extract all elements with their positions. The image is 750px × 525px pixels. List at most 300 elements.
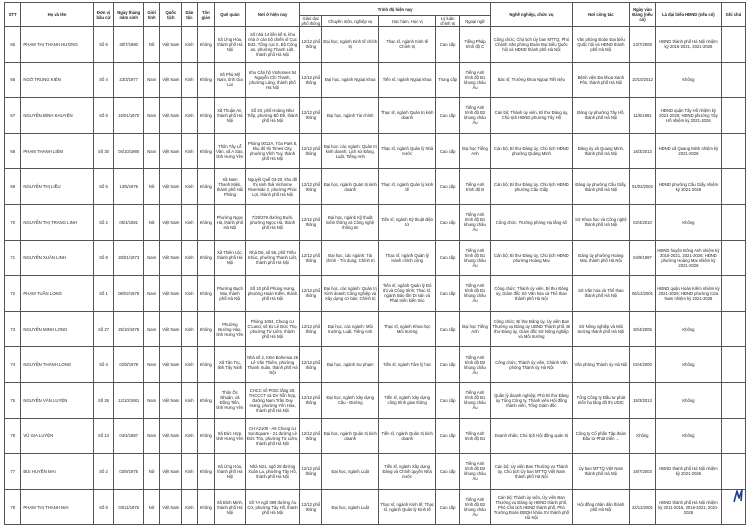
cell-name: VŨ GIA LUYỆN	[21, 418, 93, 454]
cell-edu-major: Đại học, ngành Quản trị kinh doanh	[322, 418, 379, 454]
cell-edu-general: 12/12 phổ thông	[300, 133, 322, 169]
cell-edu-major: Đại học, ngành Luật	[322, 489, 379, 525]
cell-ethnicity: Kinh	[182, 489, 197, 525]
cell-nationality: Việt Nam	[160, 454, 182, 490]
header-edu-major: Chuyên môn, nghiệp vụ	[322, 16, 379, 27]
table-row	[5, 382, 746, 418]
cell-unit: Số 1	[93, 276, 114, 312]
table-row	[5, 240, 746, 276]
cell-edu-politics: Cao cấp	[436, 98, 460, 134]
cell-stt: 72	[5, 276, 21, 312]
cell-edu-politics: Cao cấp	[436, 454, 460, 490]
cell-note	[721, 454, 745, 490]
cell-edu-language: Đại học Tiếng Anh	[460, 133, 491, 169]
cell-dob: 04/4/1987	[114, 418, 144, 454]
cell-hometown: Xã Phù Mỹ Nam, tỉnh Gia Lai	[215, 62, 246, 98]
header-hometown: Quê quán	[215, 3, 246, 27]
header-delegate: Là đại biểu HĐND (nếu có)	[656, 3, 722, 27]
cell-edu-general: 12/12 phổ thông	[300, 418, 322, 454]
cell-party-date: 30/4/2005	[629, 311, 655, 347]
cell-residence: CHCC số P02C tầng 29, THCCCT và DV hỗn hợp, đường Nam Trần Duy Hưng, phường Yên Hòa, thành phố Hà Nội	[245, 382, 300, 418]
header-unit: Đơn vị bầu cử	[93, 3, 114, 27]
cell-hometown: Xã Tân Trụ, tỉnh Tây Ninh	[215, 347, 246, 383]
cell-edu-politics: Cao cấp	[436, 418, 460, 454]
cell-name: NGUYỄN XUÂN LINH	[21, 240, 93, 276]
cell-unit: Số 13	[93, 418, 114, 454]
cell-residence: Nguyệt Quế 03-20, khu đô thị sinh thái Vinhome Riverside 2, phường Phúc Lợi, thành phố Hà Nội	[245, 169, 300, 205]
cell-delegate: Không	[656, 347, 722, 383]
cell-name: NGUYỄN VĂN LUYỆN	[21, 382, 93, 418]
cell-unit: Số 4	[93, 347, 114, 383]
cell-note	[721, 418, 745, 454]
cell-dob: 03/11/1975	[114, 489, 144, 525]
cell-delegate: HĐND thành phố Hà Nội nhiệm kỳ 2016-2021, 2021-2026	[656, 27, 722, 63]
cell-party-date: Không	[629, 418, 655, 454]
cell-delegate: HĐND quận Tây Hồ nhiệm kỳ 2021-2026; HĐND phường Tây Hồ nhiệm kỳ 2021-2026	[656, 98, 722, 134]
cell-residence: Nhà D6, số 55, phố Triều Khúc, phường Thanh Liệt, thành phố Hà Nội	[245, 240, 300, 276]
cell-residence: Nhà số 2, KĐA Bohemia 25 Lê Văn Thiêm, phường Thanh Xuân, thành phố Hà Nội	[245, 347, 300, 383]
cell-nationality: Việt Nam	[160, 382, 182, 418]
cell-edu-language: Tiếng Anh trình độ B1 khung châu Âu	[460, 62, 491, 98]
cell-hometown: Xã Đức Hợp, tỉnh Hưng Yên	[215, 418, 246, 454]
header-job: Nghề nghiệp, chức vụ	[490, 3, 572, 27]
cell-note	[721, 204, 745, 240]
header-residence: Nơi ở hiện nay	[245, 3, 300, 27]
cell-stt: 77	[5, 454, 21, 490]
cell-edu-degree: Tiến sĩ, ngành Quản lý Đô thị và Công trình; Thạc sĩ, ngành Bảo tồn Di sản và Phát triển kiến trúc	[379, 276, 436, 312]
cell-name: PHẠM THỊ THANH HƯƠNG	[21, 27, 93, 63]
cell-religion: Không	[197, 133, 215, 169]
cell-workplace: Bệnh viện Đa khoa Xanh Pôn, thành phố Hà Nội	[572, 62, 629, 98]
cell-edu-major: Đại học, các ngành: Môi trường, Luật, Tiếng Anh	[322, 311, 379, 347]
cell-edu-language: Tiếng Anh trình độ B1 khung châu Âu	[460, 240, 491, 276]
table-row	[5, 98, 746, 134]
cell-nationality: Việt Nam	[160, 418, 182, 454]
cell-stt: 66	[5, 62, 21, 98]
table-header	[5, 3, 746, 27]
cell-edu-general: 12/12 phổ thông	[300, 347, 322, 383]
cell-unit: Số 30	[93, 133, 114, 169]
cell-note	[721, 27, 745, 63]
cell-name: NGUYỄN THÀNH LONG	[21, 347, 93, 383]
cell-edu-general: 12/12 phổ thông	[300, 489, 322, 525]
cell-name: NGÔ TRUNG KIÊN	[21, 62, 93, 98]
cell-edu-degree: Thạc sĩ, ngành Quản lý kinh tế	[379, 169, 436, 205]
cell-gender: Nam	[143, 382, 159, 418]
cell-ethnicity: Kinh	[182, 204, 197, 240]
cell-stt: 73	[5, 311, 21, 347]
header-note: Ghi chú	[721, 3, 745, 27]
cell-religion: Không	[197, 204, 215, 240]
cell-edu-degree: Thạc sĩ, ngành Quản trị kinh doanh	[379, 98, 436, 134]
header-education-group: Trình độ hiện nay	[300, 3, 490, 16]
cell-note	[721, 382, 745, 418]
cell-edu-major: Đại học, ngành Kỹ thuật kiểm thông và Công nghệ thông tin	[322, 204, 379, 240]
table-row	[5, 27, 746, 63]
cell-edu-major: Đại học, ngành Kinh tế chính trị	[322, 27, 379, 63]
cell-residence: CH A2108 - A6 Chung cư SunSquare - 21 đường Lê Đức Thọ, phường Từ Liêm, thành phố Hà Nội	[245, 418, 300, 454]
cell-gender: Nữ	[143, 204, 159, 240]
header-name: Họ và tên	[21, 3, 93, 27]
cell-edu-major: Đại học, ngành Tài chính	[322, 98, 379, 134]
cell-religion: Không	[197, 489, 215, 525]
cell-edu-general: 12/12 phổ thông	[300, 311, 322, 347]
table-body	[5, 27, 746, 525]
cell-hometown: Xã Thiên Lộc, thành phố Hà Nội	[215, 240, 246, 276]
cell-note	[721, 276, 745, 312]
cell-religion: Không	[197, 240, 215, 276]
cell-job: Công chức; Chủ tịch Ủy ban MTTQ, Phó Chánh Văn phòng Đoàn Đại biểu Quốc hội và HĐND thành phố Hà Nội	[490, 27, 572, 63]
cell-dob: 28/01/1973	[114, 240, 144, 276]
cell-edu-politics: Cao cấp	[436, 382, 460, 418]
cell-residence: Số nhà 14 liền kề 5, khu nhà ở cán bộ chiến sĩ Cục B42, Tổng cục II, Bộ Công an, phường Thanh Liệt, thành phố Hà Nội	[245, 27, 300, 63]
cell-hometown: Xã Ứng Hòa, thành phố Hà Nội	[215, 27, 246, 63]
table-row	[5, 133, 746, 169]
cell-edu-major: Đại học, các ngành: Quản trị Kinh doanh Công nghiệp và Xây dựng cơ bản; Chính trị	[322, 276, 379, 312]
cell-residence: Khu Căn hộ Vinhomes 54 Nguyễn Chí Thanh, phường Láng, thành phố Hà Nội	[245, 62, 300, 98]
cell-edu-degree: Tiến sĩ, ngành Tâm lý học	[379, 347, 436, 383]
cell-workplace: Đảng ủy xã Quang Minh, thành phố Hà Nội	[572, 133, 629, 169]
cell-edu-major: Đại học: các ngành: Quản trị kinh doanh; Lịch sử Đảng, Luật, Tiếng Anh	[322, 133, 379, 169]
cell-edu-politics: Cao cấp	[436, 169, 460, 205]
cell-edu-politics: Cao cấp	[436, 489, 460, 525]
cell-ethnicity: Kinh	[182, 276, 197, 312]
cell-residence: Nhà N21, ngõ 28 đường Xuân La, phường Tây Hồ, thành phố Hà Nội	[245, 454, 300, 490]
cell-edu-degree: Thạc sĩ, ngành Kinh tế Chính trị	[379, 27, 436, 63]
cell-party-date: 02/4/2010	[629, 204, 655, 240]
cell-stt: 71	[5, 240, 21, 276]
cell-name: BÙI HUYỀN MAI	[21, 454, 93, 490]
cell-edu-general: 12/12 phổ thông	[300, 27, 322, 63]
cell-delegate: Không	[656, 418, 722, 454]
cell-unit: Số 6	[93, 98, 114, 134]
cell-job: Cán bộ; Bí thư Đảng ủy, Chủ tịch HĐND phường Hoàng Mai	[490, 240, 572, 276]
cell-ethnicity: Kinh	[182, 98, 197, 134]
cell-party-date: 15/3/2013	[629, 382, 655, 418]
header-party-date: Ngày vào Đảng (nếu có)	[629, 3, 655, 27]
cell-nationality: Việt Nam	[160, 133, 182, 169]
cell-job: Cán bộ; Bí thư Đảng ủy, Chủ tịch HĐND phường Cầu Giấy	[490, 169, 572, 205]
cell-unit: Số 6	[93, 489, 114, 525]
cell-workplace: Đảng ủy phường Hoàng Mai, thành phố Hà Nội	[572, 240, 629, 276]
cell-note	[721, 240, 745, 276]
cell-job: Công chức; Bí thư Đảng ủy, Ủy viên Ban Thường vụ Đảng ủy UBND Thành phố, Bí thư Đảng ủy, Giám đốc Sở Nông nghiệp và Môi trường	[490, 311, 572, 347]
cell-religion: Không	[197, 62, 215, 98]
cell-ethnicity: Kinh	[182, 240, 197, 276]
cell-dob: 13/5/1975	[114, 169, 144, 205]
cell-edu-degree: Thạc sĩ, ngành Quản lý Hành chính công	[379, 240, 436, 276]
table-row	[5, 454, 746, 490]
cell-edu-language: Đại học Tiếng Anh	[460, 311, 491, 347]
header-edu-general: Giáo dục phổ thông	[301, 16, 321, 26]
cell-dob: 04/10/1980	[114, 133, 144, 169]
cell-hometown: Phường Ngọc Hà, thành phố Hà Nội	[215, 204, 246, 240]
cell-edu-degree: Thạc sĩ, ngành Quản lý Nhà nước	[379, 133, 436, 169]
header-nationality: Quốc tịch	[160, 3, 182, 27]
cell-gender: Nam	[143, 276, 159, 312]
cell-stt: 75	[5, 382, 21, 418]
cell-party-date: 16/3/2013	[629, 133, 655, 169]
newspaper-logo-icon	[732, 489, 744, 503]
cell-workplace: Văn phòng Thành ủy Hà Nội	[572, 347, 629, 383]
cell-delegate: Không	[656, 62, 722, 98]
cell-workplace: Đảng ủy phường Tây Hồ, thành phố Hà Nội	[572, 98, 629, 134]
table-row	[5, 169, 746, 205]
cell-name: PHẠM THANH LIÊM	[21, 133, 93, 169]
cell-gender: Nam	[143, 418, 159, 454]
cell-job: Quân lý doanh nghiệp; Phó Bí thư Đảng ủy Tổng Công ty, Thành viên Hội đồng thành viên, Tổng Giám đốc	[490, 382, 572, 418]
cell-party-date: 10/10/2012	[629, 62, 655, 98]
cell-name: NGUYỄN THỊ LIỀU	[21, 169, 93, 205]
cell-party-date: 02/4/2000	[629, 347, 655, 383]
cell-ethnicity: Kinh	[182, 454, 197, 490]
cell-stt: 74	[5, 347, 21, 383]
header-religion: Tôn giáo	[197, 3, 215, 27]
header-gender: Giới tính	[143, 3, 159, 27]
cell-delegate: HĐND xã Quang Minh nhiệm kỳ 2021-2026	[656, 133, 722, 169]
cell-stt: 68	[5, 133, 21, 169]
cell-party-date: 11/6/1991	[629, 98, 655, 134]
cell-ethnicity: Kinh	[182, 311, 197, 347]
cell-nationality: Việt Nam	[160, 204, 182, 240]
cell-edu-language: Tiếng Anh trình độ B2 khung châu Âu	[460, 489, 491, 525]
cell-edu-general: 12/12 phổ thông	[300, 169, 322, 205]
cell-stt: 76	[5, 418, 21, 454]
cell-job: Công chức; Thành ủy viên, Bí thư Đảng ủy, Giám đốc Sở Văn hóa và Thể thao thành phố Hà Nội	[490, 276, 572, 312]
cell-religion: Không	[197, 169, 215, 205]
cell-edu-politics: Trung cấp	[436, 62, 460, 98]
table-row	[5, 204, 746, 240]
cell-job: Công chức; Thành ủy viên, Chánh Văn phòng Thành ủy Hà Nội	[490, 347, 572, 383]
cell-residence: Phòng 1004, Chung cư C'Land, số 81 Lê Đức Thọ, phường Từ Liêm, thành phố Hà Nội	[245, 311, 300, 347]
cell-nationality: Việt Nam	[160, 489, 182, 525]
cell-edu-major: Đại học, ngành Ngoại khoa	[322, 62, 379, 98]
cell-religion: Không	[197, 98, 215, 134]
cell-edu-general: 12/12 phổ thông	[300, 276, 322, 312]
cell-religion: Không	[197, 276, 215, 312]
cell-delegate: Không	[656, 382, 722, 418]
cell-edu-degree: Tiến sĩ, ngành Xây dựng Đảng và Chính quyền Nhà nước	[379, 454, 436, 490]
cell-nationality: Việt Nam	[160, 98, 182, 134]
cell-unit: Số 2	[93, 204, 114, 240]
cell-dob: 25/10/1975	[114, 311, 144, 347]
cell-note	[721, 311, 745, 347]
cell-religion: Không	[197, 418, 215, 454]
header-edu-degree: Học hàm, Học vị	[379, 16, 436, 27]
cell-workplace: Ủy ban MTTQ Việt Nam thành phố Hà Nội	[572, 454, 629, 490]
cell-edu-general: 12/12 phổ thông	[300, 240, 322, 276]
cell-job: Cán bộ; Bí thư Đảng ủy, Chủ tịch HĐND phường Quảng Minh	[490, 133, 572, 169]
cell-edu-politics: Cao cấp	[436, 204, 460, 240]
cell-edu-major: Đại học, ngành Luật	[322, 454, 379, 490]
cell-edu-degree: Tiến sĩ, ngành Quản trị kinh doanh	[379, 418, 436, 454]
cell-religion: Không	[197, 382, 215, 418]
cell-gender: Nữ	[143, 454, 159, 490]
header-workplace: Nơi công tác	[572, 3, 629, 27]
cell-edu-degree: Thạc sĩ, ngành Khoa học Môi trường	[379, 311, 436, 347]
header-dob: Ngày tháng năm sinh	[114, 3, 144, 27]
cell-gender: Nam	[143, 311, 159, 347]
header-stt: STT	[5, 3, 21, 27]
cell-note	[721, 169, 745, 205]
table-row	[5, 347, 746, 383]
cell-party-date: 01/02/2002	[629, 169, 655, 205]
cell-edu-language: Tiếng Anh trình độ B1 khung châu Âu	[460, 204, 491, 240]
cell-edu-degree: Tiến sĩ, ngành Xây dựng công trình giao thông	[379, 382, 436, 418]
cell-edu-language: Tiếng Anh trình độ B1	[460, 418, 491, 454]
cell-gender: Nam	[143, 133, 159, 169]
header-edu-language: Ngoại ngữ	[460, 16, 491, 27]
cell-hometown: Phường Bạch Mai, thành phố Hà Nội	[215, 276, 246, 312]
cell-party-date: 04/9/1997	[629, 240, 655, 276]
cell-religion: Không	[197, 311, 215, 347]
cell-workplace: Sở Nông nghiệp và Môi trường thành phố Hà Nội	[572, 311, 629, 347]
cell-party-date: 23/7/2008	[629, 27, 655, 63]
cell-edu-major: Đại học, ngành Quản trị kinh doanh	[322, 169, 379, 205]
cell-edu-politics: Cao cấp	[436, 276, 460, 312]
cell-gender: Nữ	[143, 169, 159, 205]
cell-residence: Phòng 0012A, Tòa Park 8, khu đô thị Times City, phường Vĩnh Tuy, thành phố Hà Nội	[245, 133, 300, 169]
cell-dob: 05/4/1981	[114, 204, 144, 240]
cell-hometown: Xã Thuận An, thành phố Hà Nội	[215, 98, 246, 134]
cell-job: Doanh nhân; Chủ tịch Hội đồng quản trị	[490, 418, 572, 454]
cell-religion: Không	[197, 27, 215, 63]
cell-unit: Số 8	[93, 240, 114, 276]
cell-edu-politics: Cao cấp	[436, 311, 460, 347]
cell-nationality: Việt Nam	[160, 62, 182, 98]
cell-stt: 69	[5, 169, 21, 205]
cell-edu-politics: Cao cấp	[436, 133, 460, 169]
cell-dob: 02/8/1978	[114, 347, 144, 383]
cell-edu-general: 12/12 phổ thông	[300, 98, 322, 134]
cell-edu-general: 12/12 phổ thông	[300, 454, 322, 490]
cell-edu-politics: Cao cấp	[436, 27, 460, 63]
cell-unit: Số 6	[93, 27, 114, 63]
cell-stt: 65	[5, 27, 21, 63]
cell-party-date: 19/7/2003	[629, 454, 655, 490]
cell-edu-politics: Cao cấp	[436, 347, 460, 383]
cell-edu-language: Tiếng Anh trình độ B2 khung châu Âu	[460, 454, 491, 490]
cell-job: Cán bộ; Thành ủy viên, Bí thư Đảng ủy, Chủ tịch HĐND phường Tây Hồ	[490, 98, 572, 134]
cell-job: Cán bộ; Ủy viên Ban Thường vụ Thành ủy, Chủ tịch Ủy ban MTTQ Việt Nam thành phố Hà Nội	[490, 454, 572, 490]
cell-note	[721, 347, 745, 383]
cell-edu-language: Tiếng Anh trình độ B2 khung châu Âu	[460, 98, 491, 134]
cell-note	[721, 62, 745, 98]
cell-religion: Không	[197, 454, 215, 490]
cell-gender: Nam	[143, 240, 159, 276]
cell-delegate: Không	[656, 311, 722, 347]
cell-dob: 15/01/1970	[114, 98, 144, 134]
cell-residence: Số 20, phố Hoàng Như Tiếp, phường Bồ Đề, thành phố Hà Nội	[245, 98, 300, 134]
cell-delegate: HĐND quận Hoàn Kiếm nhiệm kỳ 2021-2026; HĐND phường Cửa Nam nhiệm kỳ 2021-2026	[656, 276, 722, 312]
cell-delegate: Không	[656, 204, 722, 240]
cell-hometown: Phường Đường Hào, tỉnh Hưng Yên	[215, 311, 246, 347]
cell-gender: Nữ	[143, 27, 159, 63]
cell-ethnicity: Kinh	[182, 27, 197, 63]
cell-residence: Số 7A ngõ 399 đường Âu Cơ, phường Tây Hồ, thành phố Hà Nội	[245, 489, 300, 525]
cell-unit: Số 2	[93, 454, 114, 490]
cell-ethnicity: Kinh	[182, 382, 197, 418]
cell-name: PHẠM THỊ THANH MAI	[21, 489, 93, 525]
cell-note	[721, 98, 745, 134]
table-row	[5, 311, 746, 347]
cell-workplace: Sở Khoa học và Công nghệ thành phố Hà Nội	[572, 204, 629, 240]
cell-ethnicity: Kinh	[182, 169, 197, 205]
cell-delegate: HĐND thành phố Hà Nội nhiệm kỳ 2011-2016, 2016-2021, 2021-2026	[656, 489, 722, 525]
cell-workplace: Hội đồng nhân dân thành phố Hà Nội	[572, 489, 629, 525]
cell-party-date: 06/12/2001	[629, 276, 655, 312]
cell-edu-language: Tiếng Anh trình độ B1 khung châu Âu	[460, 276, 491, 312]
cell-workplace: Công ty Cổ phần Tập đoàn Đầu tư Phát triển ...	[572, 418, 629, 454]
cell-job: Cán bộ; Thành ủy viên, Ủy viên Ban Thường vụ Đảng ủy HĐND thành phố, Phó Chủ tịch HĐND thành phố, Phó Trưởng Đoàn ĐBQH khóa XV thành phố Hà Nội	[490, 489, 572, 525]
cell-stt: 70	[5, 204, 21, 240]
cell-edu-language: Tiếng Pháp trình độ C	[460, 27, 491, 63]
cell-job: Công chức, Trưởng phòng Hạ tầng số	[490, 204, 572, 240]
cell-workplace: Tổng Công ty Đầu tư phát triển hạ tầng đô thị UDIC	[572, 382, 629, 418]
cell-unit: Số 4	[93, 62, 114, 98]
cell-nationality: Việt Nam	[160, 347, 182, 383]
candidate-table	[4, 2, 746, 525]
cell-ethnicity: Kinh	[182, 62, 197, 98]
candidate-list-sheet	[4, 2, 746, 525]
cell-dob: 06/02/1976	[114, 276, 144, 312]
cell-edu-language: Tiếng Anh trình độ B2 khung châu Âu	[460, 347, 491, 383]
cell-edu-language: Tiếng Anh trình độ B	[460, 169, 491, 205]
cell-edu-degree: Tiến sĩ, ngành Ngoại khoa	[379, 62, 436, 98]
cell-edu-degree: Tiến sĩ, ngành Kỹ thuật điện tử	[379, 204, 436, 240]
header-edu-politics: Lý luận chính trị	[436, 16, 460, 27]
cell-nationality: Việt Nam	[160, 169, 182, 205]
cell-delegate: HĐND thành phố Hà Nội nhiệm kỳ 2021-2026	[656, 454, 722, 490]
cell-residence: 7/29/376 đường Bưởi, phường Ngọc Hà, thành phố Hà Nội	[245, 204, 300, 240]
cell-name: NGUYỄN MINH LONG	[21, 311, 93, 347]
cell-workplace: Văn phòng Đoàn Đại biểu Quốc hội và HĐND thành phố Hà Nội	[572, 27, 629, 63]
cell-name: NGUYỄN THỊ TRANG LINH	[21, 204, 93, 240]
cell-gender: Nam	[143, 62, 159, 98]
cell-stt: 78	[5, 489, 21, 525]
cell-gender: Nam	[143, 347, 159, 383]
cell-party-date: 22/12/2001	[629, 489, 655, 525]
cell-nationality: Việt Nam	[160, 240, 182, 276]
cell-unit: Số 27	[93, 311, 114, 347]
cell-edu-general: 12/12 phổ thông	[300, 62, 322, 98]
cell-dob: 23/3/1977	[114, 62, 144, 98]
cell-hometown: Thôn Ốc Nhuận, xã Đồng Tiến, tỉnh Hưng Yên	[215, 382, 246, 418]
cell-nationality: Việt Nam	[160, 27, 182, 63]
table-row	[5, 489, 746, 525]
cell-edu-language: Tiếng Anh trình độ B1 khung châu Âu	[460, 382, 491, 418]
cell-gender: Nam	[143, 98, 159, 134]
table-row	[5, 276, 746, 312]
cell-ethnicity: Kinh	[182, 347, 197, 383]
header-ethnicity: Dân tộc	[182, 3, 197, 27]
cell-name: NGUYỄN ĐÌNH KHUYẾN	[21, 98, 93, 134]
cell-edu-politics: Cao cấp	[436, 240, 460, 276]
cell-stt: 67	[5, 98, 21, 134]
cell-note	[721, 133, 745, 169]
cell-ethnicity: Kinh	[182, 418, 197, 454]
cell-ethnicity: Kinh	[182, 133, 197, 169]
cell-nationality: Việt Nam	[160, 276, 182, 312]
cell-hometown: Xã Bình Minh, thành phố Hà Nội	[215, 489, 246, 525]
cell-name: PHẠM TUẤN LONG	[21, 276, 93, 312]
cell-nationality: Việt Nam	[160, 311, 182, 347]
cell-delegate: HĐND phường Cầu Giấy nhiệm kỳ 2021-2026	[656, 169, 722, 205]
cell-edu-major: Đại học, ngành Sư phạm	[322, 347, 379, 383]
cell-religion: Không	[197, 347, 215, 383]
table-row	[5, 62, 746, 98]
cell-workplace: Sở Văn hóa và Thể thao thành phố Hà Nội	[572, 276, 629, 312]
